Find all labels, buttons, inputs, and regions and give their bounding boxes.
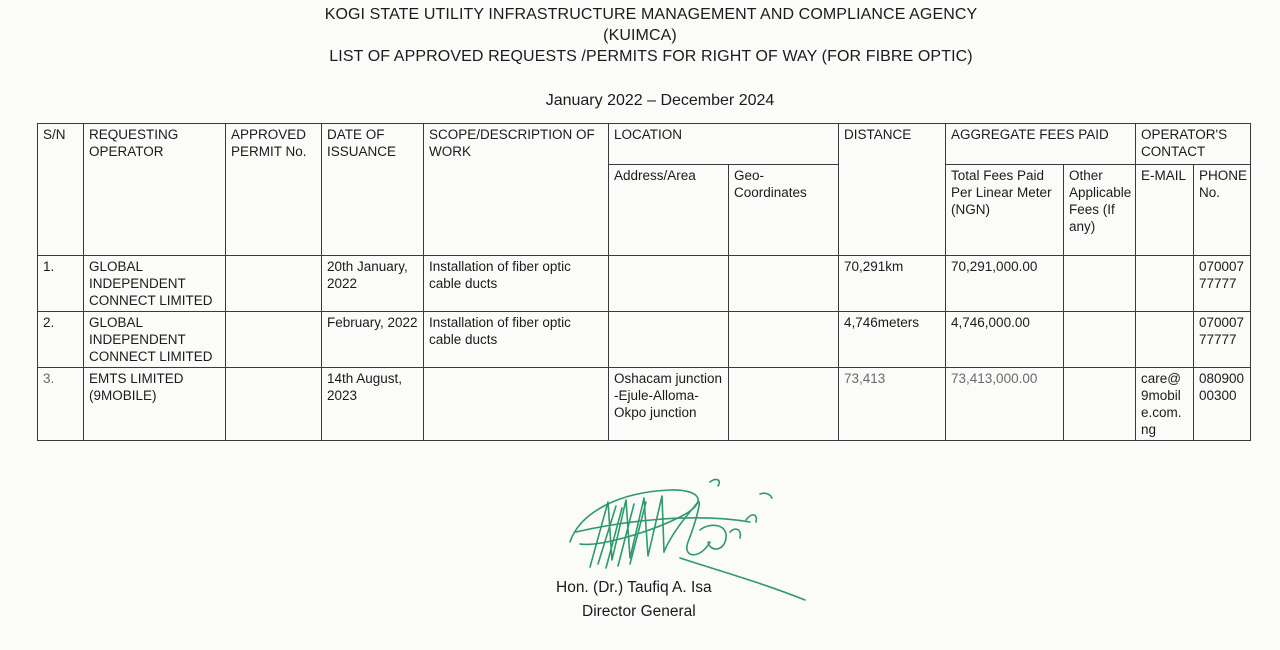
header-operator: REQUESTING OPERATOR (84, 124, 226, 256)
header-fee-per-meter: Total Fees Paid Per Linear Meter (NGN) (946, 165, 1064, 256)
header-other-fees: Other Applicable Fees (If any) (1064, 165, 1136, 256)
header-phone: PHONE No. (1194, 165, 1251, 256)
document-title: LIST OF APPROVED REQUESTS /PERMITS FOR RIGHT OF WAY (FOR FIBRE OPTIC) (329, 48, 973, 65)
cell-geo (729, 256, 839, 312)
cell-sn: 1. (38, 256, 84, 312)
cell-operator: GLOBAL INDEPENDENT CONNECT LIMITED (84, 312, 226, 368)
cell-fee-per-meter: 70,291,000.00 (946, 256, 1064, 312)
cell-date: 20th January, 2022 (322, 256, 424, 312)
cell-geo (729, 312, 839, 368)
period: January 2022 – December 2024 (545, 92, 775, 109)
cell-email (1136, 312, 1194, 368)
table-row (38, 368, 1251, 441)
cell-fee-per-meter: 4,746,000.00 (946, 312, 1064, 368)
header-scope: SCOPE/DESCRIPTION OF WORK (424, 124, 609, 256)
cell-fee-per-meter: 73,413,000.00 (946, 368, 1064, 441)
cell-address (609, 312, 729, 368)
cell-date: February, 2022 (322, 312, 424, 368)
cell-address: Oshacam junction -Ejule-Alloma-Okpo junction (609, 368, 729, 441)
header-permit: APPROVED PERMIT No. (226, 124, 322, 256)
header-email: E-MAIL (1136, 165, 1194, 256)
header-distance: DISTANCE (839, 124, 946, 256)
agency-name: KOGI STATE UTILITY INFRASTRUCTURE MANAGEMENT AND COMPLIANCE AGENCY (324, 6, 978, 23)
cell-operator: EMTS LIMITED (9MOBILE) (84, 368, 226, 441)
cell-distance: 73,413 (839, 368, 946, 441)
cell-operator: GLOBAL INDEPENDENT CONNECT LIMITED (84, 256, 226, 312)
header-fees: AGGREGATE FEES PAID (946, 124, 1136, 165)
cell-permit (226, 312, 322, 368)
cell-geo (729, 368, 839, 441)
cell-date: 14th August, 2023 (322, 368, 424, 441)
permits-table (37, 123, 1251, 441)
signatory-name: Hon. (Dr.) Taufiq A. Isa (556, 579, 712, 596)
cell-other-fees (1064, 256, 1136, 312)
header-address: Address/Area (609, 165, 729, 256)
header-sn: S/N (38, 124, 84, 256)
cell-address (609, 256, 729, 312)
cell-scope: Installation of fiber optic cable ducts (424, 312, 609, 368)
cell-email: care@9mobile.com.ng (1136, 368, 1194, 441)
cell-phone: 07000777777 (1194, 312, 1251, 368)
header-geo: Geo-Coordinates (729, 165, 839, 256)
cell-phone: 08090000300 (1194, 368, 1251, 441)
header-contact: OPERATOR'S CONTACT (1136, 124, 1251, 165)
header-location: LOCATION (609, 124, 839, 165)
cell-other-fees (1064, 312, 1136, 368)
cell-sn: 3. (38, 368, 84, 441)
agency-acronym: (KUIMCA) (603, 27, 677, 44)
cell-permit (226, 368, 322, 441)
header-date: DATE OF ISSUANCE (322, 124, 424, 256)
cell-other-fees (1064, 368, 1136, 441)
cell-sn: 2. (38, 312, 84, 368)
signatory-title: Director General (582, 603, 696, 620)
cell-email (1136, 256, 1194, 312)
cell-permit (226, 256, 322, 312)
cell-distance: 4,746meters (839, 312, 946, 368)
cell-phone: 07000777777 (1194, 256, 1251, 312)
cell-scope: Installation of fiber optic cable ducts (424, 256, 609, 312)
document-header (0, 4, 1280, 67)
cell-scope (424, 368, 609, 441)
cell-distance: 70,291km (839, 256, 946, 312)
table-row (38, 256, 1251, 312)
table-header-row (38, 124, 1251, 165)
table-row (38, 312, 1251, 368)
